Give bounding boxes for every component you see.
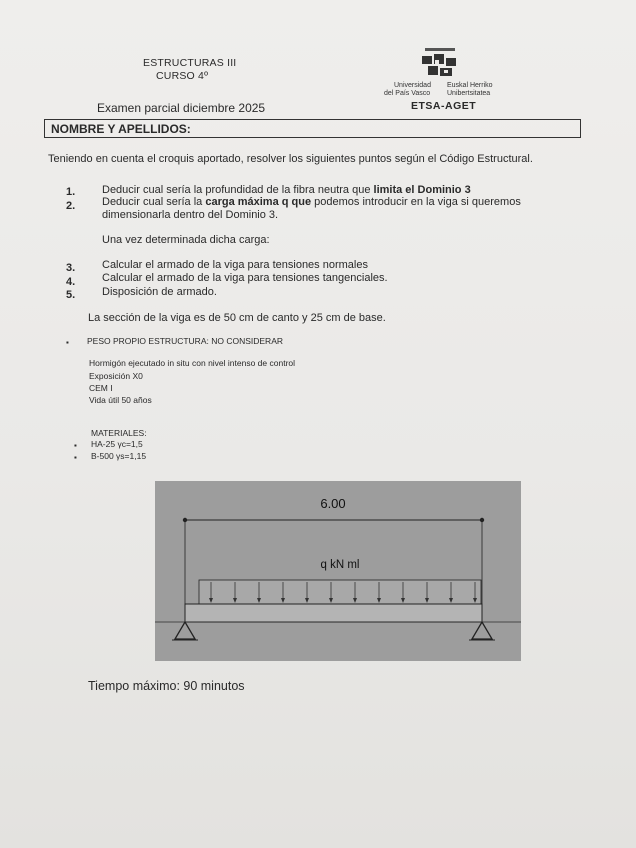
- task-number: 3.: [66, 262, 76, 274]
- school-name: ETSA-AGET: [411, 100, 477, 112]
- bullet-icon: ▪: [74, 453, 77, 462]
- course-year: CURSO 4º: [156, 70, 209, 82]
- university-name-es-2: del País Vasco: [384, 90, 431, 97]
- beam: [185, 604, 482, 622]
- after-load-text: Una vez determinada dicha carga:: [102, 234, 270, 246]
- exam-title: Examen parcial diciembre 2025: [97, 101, 266, 115]
- task-text-continuation: dimensionarla dentro del Dominio 3.: [102, 209, 279, 221]
- task-text: Calcular el armado de la viga para tensiones tangenciales.: [102, 272, 388, 284]
- bullet-icon: ▪: [66, 338, 69, 347]
- upv-ehu-emblem-icon: [378, 46, 502, 82]
- materials-title: MATERIALES:: [91, 428, 147, 438]
- name-label: NOMBRE Y APELLIDOS:: [51, 122, 191, 136]
- task-text: Calcular el armado de la viga para tensiones normales: [102, 259, 368, 271]
- concrete-line: Vida útil 50 años: [89, 395, 152, 405]
- task-text: Deducir cual sería la carga máxima q que podemos introducir en la viga si queremos: [102, 196, 521, 208]
- task-number: 5.: [66, 289, 76, 301]
- section-text: La sección de la viga es de 50 cm de canto y 25 cm de base.: [88, 312, 386, 324]
- material-item: HA-25 γc=1,5: [91, 439, 143, 449]
- task-text: Deducir cual sería la profundidad de la fibra neutra que limita el Dominio 3: [102, 184, 471, 196]
- beam-sketch: [155, 481, 521, 661]
- distributed-load-band: [199, 580, 481, 604]
- time-limit: Tiempo máximo: 90 minutos: [88, 679, 245, 693]
- university-name-es-1: Universidad: [394, 82, 431, 89]
- task-number: 1.: [66, 186, 76, 198]
- material-item: B-500 γs=1,15: [91, 451, 147, 461]
- beam-diagram: [155, 481, 521, 661]
- university-logo: [378, 46, 502, 114]
- task-number: 4.: [66, 276, 76, 288]
- bullet-icon: ▪: [74, 441, 77, 450]
- right-pin-support: [472, 622, 492, 639]
- concrete-line: Exposición X0: [89, 371, 143, 381]
- university-name-eu-2: Unibertsitatea: [447, 90, 491, 97]
- name-field-box: [44, 119, 581, 138]
- course-title: ESTRUCTURAS III: [143, 57, 237, 69]
- intro-text: Teniendo en cuenta el croquis aportado, resolver los siguientes puntos según el Código Estructural.: [48, 153, 533, 165]
- load-label: q kN ml: [320, 559, 360, 571]
- left-pin-support: [175, 622, 195, 639]
- self-weight-note: PESO PROPIO ESTRUCTURA: NO CONSIDERAR: [87, 336, 283, 346]
- concrete-line: CEM I: [89, 383, 113, 393]
- task-number: 2.: [66, 200, 76, 212]
- university-name-eu-1: Euskal Herriko: [447, 82, 493, 89]
- concrete-line: Hormigón ejecutado in situ con nivel intenso de control: [89, 358, 296, 368]
- task-text: Disposición de armado.: [102, 286, 217, 298]
- span-label: 6.00: [320, 496, 346, 511]
